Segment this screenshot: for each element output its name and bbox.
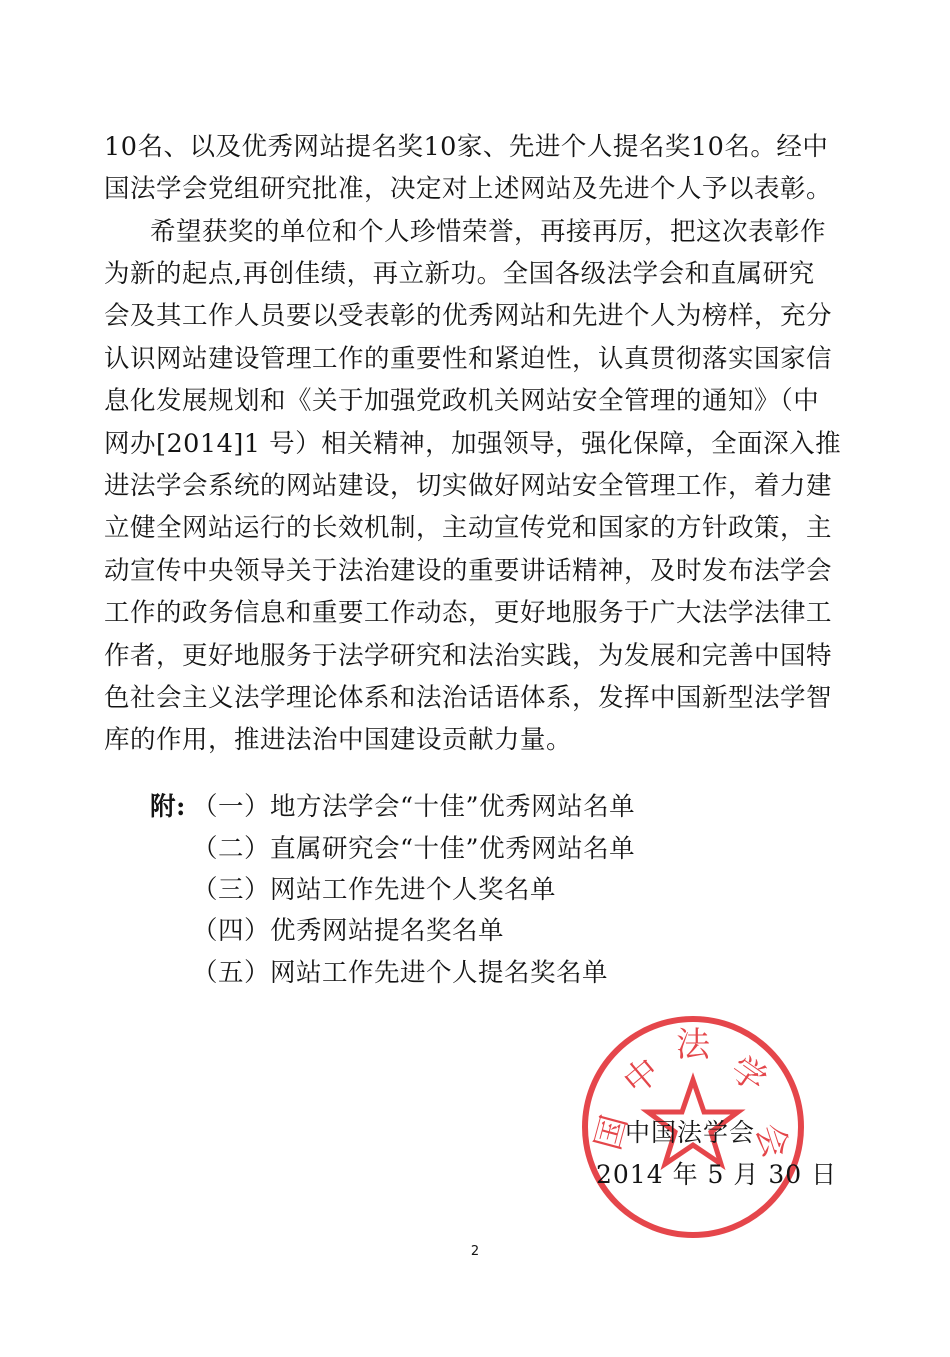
attachment-item: （一）地方法学会“十佳”优秀网站名单 (192, 792, 636, 822)
signature-date: 2014 年 5 月 30 日 (596, 1160, 838, 1189)
body-line: 认识网站建设管理工作的重要性和紧迫性，认真贯彻落实国家信 (104, 344, 833, 374)
body-line: 希望获奖的单位和个人珍惜荣誉，再接再厉，把这次表彰作 (150, 217, 827, 247)
attachment-item: （四）优秀网站提名奖名单 (192, 916, 505, 946)
body-line: 立健全网站运行的长效机制，主动宣传党和国家的方针政策，主 (104, 513, 833, 543)
svg-text:学: 学 (722, 1048, 774, 1101)
body-line: 国法学会党组研究批准，决定对上述网站及先进个人予以表彰。 (104, 174, 833, 204)
attachment-item: （五）网站工作先进个人提名奖名单 (192, 958, 609, 988)
body-line: 息化发展规划和《关于加强党政机关网站安全管理的通知》（中 (104, 386, 820, 416)
svg-text:国: 国 (588, 1111, 636, 1155)
body-line: 动宣传中央领导关于法治建设的重要讲话精神，及时发布法学会 (104, 556, 833, 586)
signature-org: 中国法学会 (625, 1118, 756, 1147)
body-line: 网办[2014]1 号）相关精神，加强领导，强化保障，全面深入推 (104, 429, 842, 459)
body-line: 工作的政务信息和重要工作动态，更好地服务于广大法学法律工 (104, 598, 833, 628)
page-number: 2 (470, 1244, 480, 1259)
attachment-label: 附: (150, 792, 186, 822)
body-line: 进法学会系统的网站建设，切实做好网站安全管理工作，着力建 (104, 471, 833, 501)
svg-text:法: 法 (676, 1025, 710, 1065)
body-line: 库的作用，推进法治中国建设贡献力量。 (104, 725, 573, 755)
body-line: 作者，更好地服务于法学研究和法治实践，为发展和完善中国特 (104, 641, 833, 671)
svg-text:中: 中 (616, 1050, 668, 1103)
attachment-item: （三）网站工作先进个人奖名单 (192, 875, 557, 905)
attachment-item: （二）直属研究会“十佳”优秀网站名单 (192, 834, 636, 864)
body-line: 会及其工作人员要以受表彰的优秀网站和先进个人为榜样，充分 (104, 301, 833, 331)
svg-text:会: 会 (747, 1118, 796, 1164)
body-line: 为新的起点,再创佳绩，再立新功。全国各级法学会和直属研究 (104, 259, 815, 289)
body-line: 10名、以及优秀网站提名奖10家、先进个人提名奖10名。经中 (104, 132, 829, 162)
body-line: 色社会主义法学理论体系和法治话语体系，发挥中国新型法学智 (104, 683, 833, 713)
